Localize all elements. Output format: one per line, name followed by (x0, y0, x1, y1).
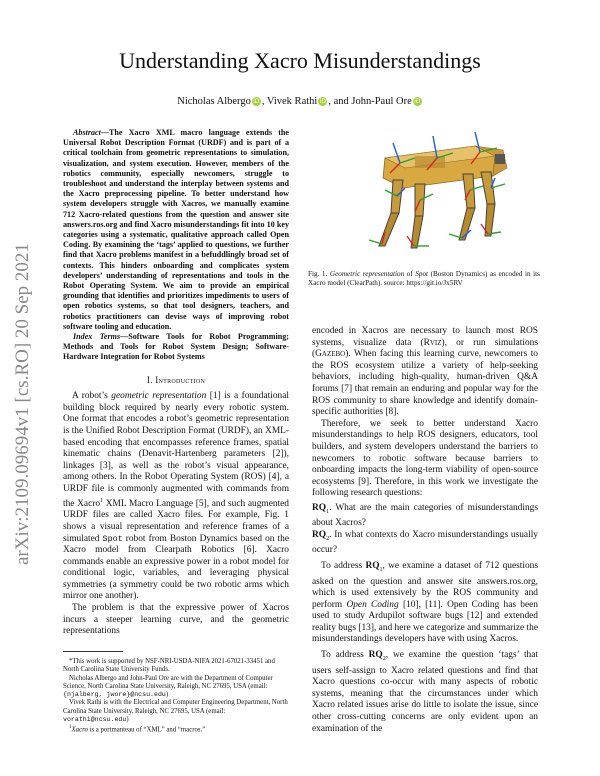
arxiv-stamp[interactable]: arXiv:2109.09694v1 [cs.RO] 20 Sep 2021 (12, 243, 33, 565)
author-name: John-Paul Ore (351, 96, 412, 107)
author-name: Nicholas Albergo (177, 96, 251, 107)
intro-paragraph: A robot’s geometric representation [1] is a foundational building block required by nearly every robotic system. One format that encodes a robot’s geometric representation is the Unified Robot Description Format (URDF), an XML-based encoding that encompasses reference frames, spatial kinematic chains (Denavit-Hartenberg parameters [2]), linkages [3], as well as the robot’s visual appearance, among others. In the Robot Operating System (ROS) [4], a URDF file is commonly augmented with commands from the Xacro$^1$ XML Macro Language [5], and such augmented URDF files are called Xacro files. For example, Fig. 1 shows a visual representation and reference frames of a simulated Spot robot from Boston Dynamics based on the Xacro model from Clearpath Robotics [6]. Xacro commands enable an expressive power in a robot model for conditional logic, variables, and leveraging physical symmetries (a symmetry could be two robotic arms which mirror one another). (63, 391, 289, 602)
footnote-affiliation-2: Vivek Rathi is with the Electrical and Computer Engineering Department, North Carolina State University, Raleigh, NC 27695, USA (email: vorathi@ncsu.edu) (63, 699, 288, 724)
footnote-xacro: $^1$Xacro is a portmanteau of “XML” and “macros.” (69, 725, 206, 734)
intro-paragraph-2: The problem is that the expressive power of Xacros incurs a steeper learning curve, and the geometric representations (63, 603, 289, 637)
caption-label: Fig. 1. (308, 270, 328, 278)
left-column (63, 128, 289, 638)
index-terms-label: Index Terms (73, 332, 121, 342)
research-question-1: $RQ_1$. What are the main categories of misunderstandings about Xacros? (312, 502, 538, 529)
robot-illustration (345, 128, 520, 258)
tool-rviz: Rviz (423, 337, 442, 348)
email[interactable]: {njalberg, jwore}@ncsu.edu (63, 691, 166, 699)
footnote-funding: *This work is supported by NSF-NRI-USDA-NIFA 2021-67021-33451 and North Carolina State University Funds. (63, 658, 275, 674)
orcid-icon[interactable]: iD (253, 98, 260, 105)
emphasis: geometric representation (111, 391, 207, 402)
footnote-mark[interactable]: 1 (100, 497, 104, 504)
section-heading: I. Introduction (146, 374, 206, 385)
code-spot: Spot (102, 533, 123, 544)
figure-caption: Fig. 1. Geometric representation of Spot (Boston Dynamics) as encoded in its Xacro model (ClearPath). source: https://git.io/Jx5RV (308, 270, 540, 287)
author-separator: , (261, 96, 267, 107)
abstract: Abstract—The Xacro XML macro language extends the Universal Robot Description Format (URDF) and is part of a critical toolchain from geometric representations to simulation, visualization, and system execution. However, members of the robotics community, especially newcomers, struggle to troubleshoot and understand the interplay between systems and the Xacro preprocessing pipeline. To better understand how system developers struggle with Xacros, we manually examine 712 Xacro-related questions from the question and answer site answers.ros.org and find Xacro misunderstandings fit into 10 key categories using a systematic, qualitative approach called Open Coding. By examining the ‘tags’ applied to questions, we further find that Xacro problems manifest in a befuddlingly broad set of contexts. This hinders onboarding and complicates system developers’ understanding of representations and tools in the Robot Operating System. We aim to provide an empirical grounding that identifies and prioritizes impediments to users of open robotics systems, so that tool designers, teachers, and robotics practitioners can devise ways of improving robot software tooling and education. (63, 128, 289, 331)
author-list (0, 96, 600, 107)
footnotes (63, 651, 289, 735)
right-paragraph-2: Therefore, we seek to better understand Xacro misunderstandings to help ROS designers, educators, tool builders, and system developers understand the barriers to newcomers to robotic software because barriers to onboarding impacts the long-term viability of open-source ecosystems [9]. Therefore, in this work we investigate the following research questions: (312, 418, 538, 499)
orcid-icon[interactable]: iD (414, 98, 421, 105)
orcid-icon[interactable]: iD (319, 98, 326, 105)
research-question-2: $RQ_2$. In what contexts do Xacro misunderstandings usually occur? (312, 529, 538, 556)
right-column (312, 326, 538, 735)
right-paragraph-4: To address $RQ_2$, we examine the question ‘tags’ that users self-assign to Xacro related questions and find that Xacro questions co-occur with many aspects of robotic systems, meaning that the circumstances under which Xacro related issues arise do little to isolate the issue, since other cross-cutting concerns are only evident upon an examination of the (312, 650, 538, 734)
author-name: Vivek Rathi (266, 96, 318, 107)
paper-title: Understanding Xacro Misunderstandings (119, 48, 481, 73)
tool-gazebo: Gazebo (315, 349, 346, 360)
email[interactable]: vorathi@ncsu.edu (63, 716, 127, 724)
abstract-label: Abstract (73, 128, 101, 137)
index-terms: Index Terms—Software Tools for Robot Programming; Methods and Tools for Robot System Design; Software-Hardware Integration for Robot Systems (63, 332, 290, 362)
abstract-text: The Xacro XML macro language extends the Universal Robot Description Format (URDF) and is part of a critical toolchain from geometric representations to simulation, visualization, and system execution. However, members of the robotics community, especially newcomers, struggle to troubleshoot and understand the interplay between systems and the Xacro preprocessing pipeline. To better understand how system developers struggle with Xacros, we manually examine 712 Xacro-related questions from the question and answer site answers.ros.org and find Xacro misunderstandings fit into 10 key categories using a systematic, qualitative approach called Open Coding. By examining the ‘tags’ applied to questions, we further find that Xacro problems manifest in a befuddlingly broad set of contexts. This hinders onboarding and complicates system developers’ understanding of representations and tools in the Robot Operating System. We aim to provide an empirical grounding that identifies and prioritizes impediments to users of open robotics systems, so that tool designers, teachers, and robotics practitioners can devise ways of improving robot software tooling and education. (63, 128, 289, 331)
index-terms-text: Software Tools for Robot Programming; Methods and Tools for Robot System Design; Software-Hardware Integration for Robot Systems (63, 332, 290, 362)
right-paragraph-3: To address $RQ_1$, we examine a dataset of 712 questions asked on the question and answer site answers.ros.org, which is used extensively by the ROS community and perform Open Coding [10], [11]. Open Coding has been used to study Ardupilot software bugs [12] and extended reality bugs [13], and here we categorize and summarize the misunderstandings developers have with using Xacros. (312, 561, 539, 645)
footnote-affiliation-1: Nicholas Albergo and John-Paul Ore are with the Department of Computer Science, North Carolina State University, Raleigh, NC 27695, USA (email: {njalberg, jwore}@ncsu.edu) (63, 674, 273, 699)
author-separator: , and (328, 96, 352, 107)
footnote-rule (63, 651, 123, 652)
figure-spot-robot (345, 128, 520, 258)
right-paragraph-1: encoded in Xacros are necessary to launch most ROS systems, visualize data (Rviz), or run simulations (Gazebo). When facing this learning curve, newcomers to the ROS ecosystem utilize a variety of help-seeking behaviors, including high-quality, human-driven Q&A forums [7] that remain an enduring and popular way for the ROS community to share knowledge and identify domain-specific authorities [8]. (312, 326, 538, 418)
